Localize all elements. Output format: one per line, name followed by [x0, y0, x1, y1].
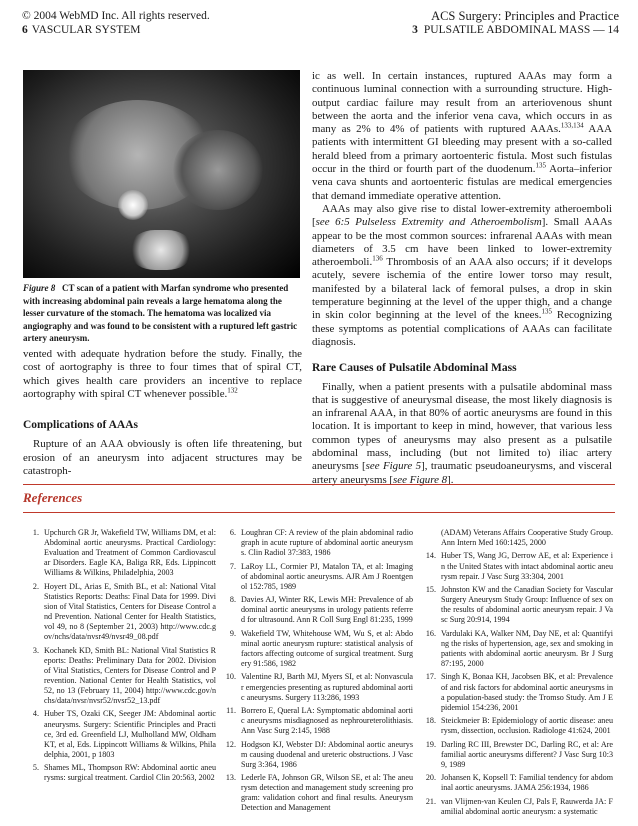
chapter-header	[412, 23, 619, 37]
reference-number: 8.	[229, 595, 236, 605]
reference-item	[420, 773, 613, 793]
section-number: 6	[22, 24, 28, 36]
reference-item	[420, 629, 613, 669]
reference-item	[220, 672, 413, 702]
reference-number: 14.	[425, 551, 436, 561]
reference-text: Valentine RJ, Barth MJ, Myers SI, et al: Nonvascular emergencies presenting as ruptured abdominal aortic aneurysms. Surgery 113:286, 1993	[241, 672, 414, 702]
chapter-title: PULSATILE ABDOMINAL MASS — 14	[423, 24, 619, 36]
reference-number: 4.	[32, 709, 39, 719]
reference-number: 5.	[32, 763, 39, 773]
reference-item	[220, 773, 413, 813]
citation: 136	[372, 254, 383, 263]
reference-number: 18.	[425, 716, 436, 726]
reference-text: Huber TS, Wang JG, Derrow AE, et al: Experience in the United States with intact abdominal aortic aneurysm repair. J Vasc Surg 33:304, 2001	[441, 551, 613, 581]
paragraph-text: AAAs may also give rise to distal lower-extremity atheroemboli [	[312, 202, 612, 229]
reference-text: Upchurch GR Jr, Wakefield TW, Williams DM, et al: Abdominal aortic aneurysms. Practical Cardiology: Evaluation and Treatment of Common Cardiovascular Disorders. Eagle KA, Baliga RR, Eds. Lippincott Williams & Wilkins, Philadelphia, 2003	[44, 528, 216, 578]
paragraph-text: vented with adequate hydration before the study. Finally, the cost of aortography is three to four times that of spiral CT, which gives health care providers an incentive to replace aortography with spiral CT whenever possible.	[23, 348, 302, 400]
reference-text: Davies AJ, Winter RK, Lewis MH: Prevalence of abdominal aortic aneurysms in urology patients referred for ultrasound. Ann R Coll Surg Engl 81:235, 1999	[241, 595, 413, 625]
references-column-2	[220, 528, 413, 817]
reference-text: Vardulaki KA, Walker NM, Day NE, et al: Quantifying the risks of hypertension, age, sex and smoking in patients with abdominal aortic aneurysm. Br J Surg 87:195, 2000	[441, 628, 613, 669]
reference-text: Borrero E, Queral LA: Symptomatic abdominal aortic aneurysms misdiagnosed as nephroureterolithiasis. Ann Vasc Surg 2:145, 1988	[241, 705, 413, 736]
reference-text: Johansen K, Kopsell T: Familial tendency for abdominal aortic aneurysms. JAMA 256:1934, 1986	[441, 773, 613, 793]
reference-number: 21.	[425, 796, 436, 806]
left-column	[23, 348, 302, 478]
citation: 132	[227, 386, 238, 395]
ct-organ-hematoma	[173, 130, 263, 210]
reference-number: 20.	[425, 773, 436, 783]
figure-caption	[23, 282, 302, 345]
references-title: References	[23, 490, 83, 505]
reference-text: Hoyert DL, Arias E, Smith BL, et al: National Vital Statistics Reports: Deaths: Final Data for 1999. Division of Vital Statistics, Centers for Disease Control and Prevention. National Center for Health Statistics, vol 49, no 8 (September 21, 2003) http://www.cdc.gov/nchs/data/nvsr49/nvsr49_08.pdf	[44, 581, 216, 642]
reference-number: 9.	[229, 628, 236, 638]
ct-organ-spine	[131, 230, 191, 270]
book-title: ACS Surgery: Principles and Practice	[431, 9, 619, 23]
reference-item	[220, 595, 413, 625]
cross-reference: see Figure 5	[365, 460, 422, 473]
reference-text: van Vlijmen-van Keulen CJ, Pals F, Rauwerda JA: Familial abdominal aortic aneurysm: a systematic	[441, 796, 613, 816]
paragraph	[312, 70, 612, 203]
reference-item	[23, 528, 216, 578]
reference-number: 13.	[225, 773, 236, 783]
references-column-3	[420, 528, 613, 820]
reference-item	[420, 551, 613, 581]
section-heading: Rare Causes of Pulsatile Abdominal Mass	[312, 362, 517, 375]
reference-number: 17.	[425, 672, 436, 682]
paragraph	[312, 203, 612, 349]
references-rule-bottom	[23, 512, 615, 513]
reference-item	[420, 672, 613, 712]
paragraph	[312, 381, 612, 487]
paragraph-text: Finally, when a patient presents with a pulsatile abdominal mass that is suggestive of aneurysmal disease, the most likely diagnosis is an infrarenal AAA, in that 80% of aortic aneurysms are found in this location. It is important to keep in mind, however, that various less common types of aneurysms may also present as a pulsatile abdominal mass, including (but not limited to) iliac artery aneurysms [	[312, 380, 612, 473]
reference-item	[420, 797, 613, 817]
reference-number: 6.	[229, 528, 236, 537]
reference-item	[23, 709, 216, 759]
paragraph	[23, 348, 302, 401]
reference-item	[220, 740, 413, 770]
reference-text: (ADAM) Veterans Affairs Cooperative Study Group. Ann Intern Med 160:1425, 2000	[441, 528, 613, 548]
reference-item	[220, 562, 413, 592]
reference-item	[23, 646, 216, 707]
reference-item	[23, 763, 216, 783]
copyright-notice: © 2004 WebMD Inc. All rights reserved.	[22, 10, 210, 22]
paragraph-text: Thrombosis of an AAA also occurs; if it develops acutely, severe ischemia of the entire lower torso may result, manifested by a bilateral lack of femoral pulses, a drop in skin temperature beginning at the level of the upper thigh, and a change in skin color beginning at the level of the knees.	[312, 256, 612, 322]
paragraph: Rupture of an AAA obviously is often life threatening, but erosion of an aneurysm into adjacent structures may be catastroph-	[23, 438, 302, 478]
reference-number: 2.	[32, 581, 39, 591]
reference-text: Huber TS, Ozaki CK, Seeger JM: Abdominal aortic aneurysms. Surgery: Scientific Principles and Practice, 3rd ed. Greenfield LJ, Mulholland MW, Oldham KT, et al, Eds. Lippincott Williams & Wilkins, Philadelphia, 2001, p 1803	[44, 709, 216, 759]
citation: 135	[535, 161, 546, 170]
figure-label: Figure 8	[23, 283, 56, 293]
figure-caption-text: CT scan of a patient with Marfan syndrome who presented with increasing abdominal pain reveals a large hematoma along the lesser curvature of the stomach. The hematoma was localized via angiography and was found to be consistent with a ruptured left gastric artery aneurysm.	[23, 283, 298, 344]
references-rule-top	[23, 484, 615, 485]
reference-text: Wakefield TW, Whitehouse WM, Wu S, et al: Abdominal aortic aneurysm rupture: statistical analysis of factors affecting outcome of surgical treatment. Surgery 91:586, 1982	[241, 628, 413, 669]
citation: 135	[541, 307, 552, 316]
reference-item	[420, 528, 613, 548]
ct-organ-aorta	[118, 190, 148, 220]
paragraph-text: Aorta–inferior vena cava shunts and aortoenteric fistulas are medical emergencies that demand immediate operative attention.	[312, 163, 612, 202]
reference-number: 7.	[229, 561, 236, 571]
reference-text: Darling RC III, Brewster DC, Darling RC, et al: Are familial aortic aneurysms different? J Vasc Surg 10:39, 1989	[441, 739, 613, 769]
reference-number: 12.	[225, 739, 236, 749]
reference-item	[23, 582, 216, 643]
reference-text: Singh K, Bonaa KH, Jacobsen BK, et al: Prevalence of and risk factors for abdominal aortic aneurysms in a population-based study: the Tromso Study. Am J Epidemiol 154:236, 2001	[441, 672, 613, 712]
reference-item	[220, 706, 413, 736]
reference-number: 15.	[425, 585, 436, 595]
paragraph-text: ].	[447, 473, 454, 486]
reference-number: 16.	[425, 628, 436, 638]
right-column	[312, 70, 612, 487]
reference-text: LaRoy LL, Cormier PJ, Matalon TA, et al: Imaging of abdominal aortic aneurysms. AJR Am J Roentgenol 152:785, 1989	[241, 561, 413, 591]
cross-reference: see 6:5 Pulseless Extremity and Atheroembolism	[315, 216, 542, 229]
cross-reference: see Figure 8	[393, 473, 448, 486]
reference-item	[220, 528, 413, 558]
paragraph-text: ]. Small AAAs appear to be the most common sources: infrarenal AAAs with mean diameters of 3.5 cm have been linked to lower-extremity atheroemboli.	[312, 216, 612, 269]
chapter-number: 3	[412, 24, 418, 36]
references-column-1	[23, 528, 216, 787]
reference-text: Johnston KW and the Canadian Society for Vascular Surgery Aneurysm Study Group: Influence of sex on the results of abdominal aortic aneurysm repair. J Vasc Surg 20:914, 1994	[441, 585, 613, 625]
reference-number: 11.	[226, 705, 236, 715]
reference-number: 10.	[225, 672, 236, 682]
reference-text: Steickmeier B: Epidemiology of aortic disease: aneurysm, dissection, occlusion. Radiologe 41:624, 2001	[441, 716, 613, 736]
paragraph-text: ], traumatic pseudoaneurysms, and visceral artery aneurysms [	[312, 460, 612, 486]
reference-text: Shames ML, Thompson RW: Abdominal aortic aneurysms: surgical treatment. Cardiol Clin 20:563, 2002	[44, 763, 216, 783]
reference-item	[420, 585, 613, 625]
reference-number: 3.	[32, 645, 39, 655]
reference-number: 19.	[425, 739, 436, 749]
section-title: VASCULAR SYSTEM	[31, 24, 141, 36]
reference-text: Kochanek KD, Smith BL: National Vital Statistics Reports: Deaths: Preliminary Data for 2002. Division of Vital Statistics, Centers for Disease Control and Prevention. National Center for Health Statistics, vol 52, no 13 (February 11, 2004) http://www.cdc.gov/nchs/data/nvsr/nvsr52/nvsr52_13.pdf	[44, 645, 216, 706]
reference-item	[420, 740, 613, 770]
reference-text: Lederle FA, Johnson GR, Wilson SE, et al: The aneurysm detection and management study screening program: validation cohort and final results. Aneurysm Detection and Management	[241, 773, 413, 813]
section-heading: Complications of AAAs	[23, 419, 139, 432]
paragraph-text: Recognizing these symptoms as potential complications of AAAs can facilitate diagnosis.	[312, 309, 612, 348]
paragraph-text: AAA patients with intermittent GI bleeding may present with a so-called herald bleed from a primary aortoenteric fistula. Most such fistulas occur in the third or fourth part of the duodenum.	[312, 123, 613, 176]
reference-text: Hodgson KJ, Webster DJ: Abdominal aortic aneurysm causing duodenal and ureteric obstructions. J Vasc Surg 3:364, 1986	[241, 739, 413, 769]
reference-item	[420, 716, 613, 736]
section-header	[22, 23, 141, 37]
reference-number: 1.	[32, 528, 39, 537]
reference-text: Loughran CF: A review of the plain abdominal radiograph in acute rupture of abdominal aortic aneurysms. Clin Radiol 37:383, 1986	[241, 528, 413, 558]
ct-scan-image	[23, 70, 300, 278]
citation: 133,134	[560, 121, 584, 130]
reference-item	[220, 629, 413, 669]
paragraph-text: ic as well. In certain instances, ruptured AAAs may form a continuous luminal connection with a surrounding structure. High-output cardiac failure may result from an arteriovenous shunt between the aorta and the inferior vena cava, which occurs in as many as 2% to 4% of patients with ruptured AAAs.	[312, 70, 612, 136]
